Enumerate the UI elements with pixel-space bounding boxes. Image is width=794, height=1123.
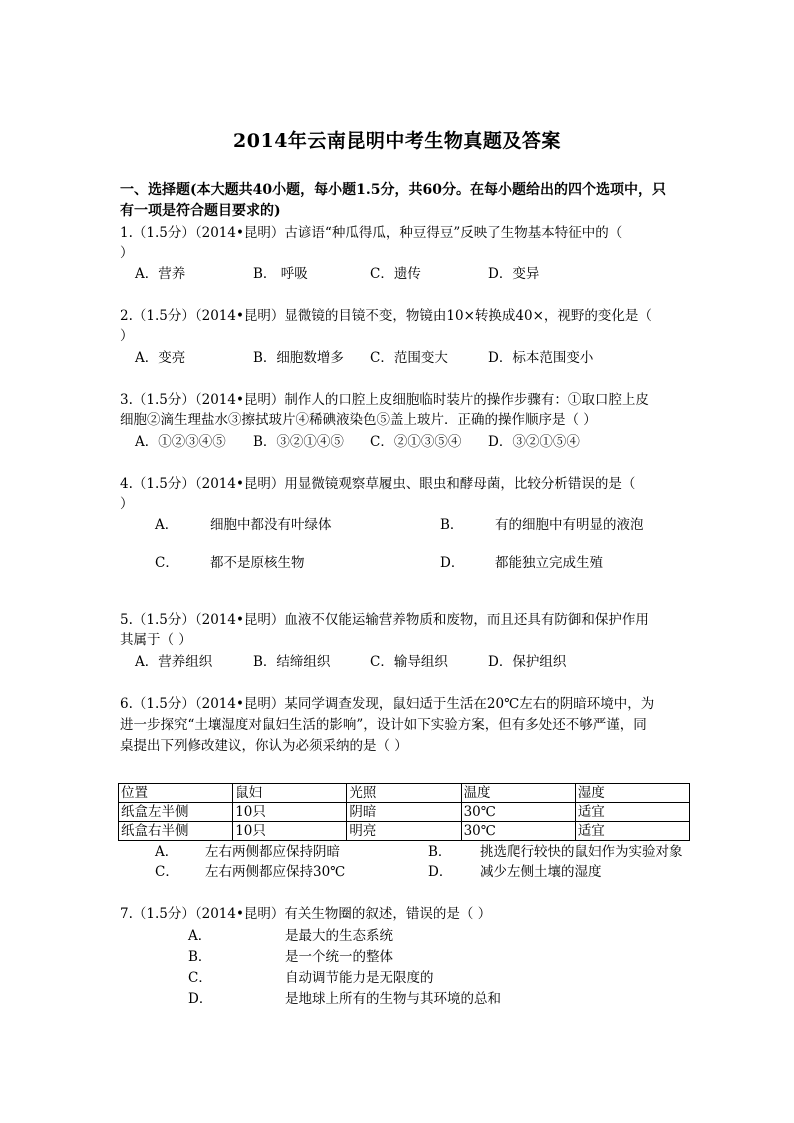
table-cell: 纸盒右半侧 [119,822,233,841]
q6-option-a-text: 左右两侧都应保持阴暗 [205,844,340,860]
table-header-cell: 湿度 [575,784,689,803]
q2-stem: 2.（1.5分）（2014•昆明）显微镜的目镜不变，物镜由10×转换成40×，视野的变化是（ [120,308,652,324]
table-row [119,803,690,822]
q5-option-a: A．营养组织 [135,654,213,670]
q1-option-d: D．变异 [488,266,540,282]
section-heading-line-2: 有一项是符合题目要求的) [120,203,281,219]
q1-stem-cont: ） [120,245,134,261]
q5-option-b: B．结缔组织 [253,654,331,670]
q4-stem-cont: ） [120,496,134,512]
q3-option-a: A．①②③④⑤ [135,434,226,450]
table-cell: 30℃ [461,822,575,841]
q7-stem: 7.（1.5分）（2014•昆明）有关生物圈的叙述，错误的是（ ） [120,906,492,922]
q1-option-a: A．营养 [135,266,186,282]
q7-option-b-label: B． [188,949,212,965]
q6-option-d [428,862,602,882]
table-cell: 阴暗 [347,803,461,822]
q4-option-d [440,553,603,573]
q4-option-c-label: C． [155,555,179,571]
q4-option-d-label: D． [440,555,465,571]
q2-option-d: D．标本范围变小 [488,350,594,366]
q3-stem-cont: 细胞②滴生理盐水③擦拭玻片④稀碘液染色⑤盖上玻片．正确的操作顺序是（ ） [120,412,597,428]
table-cell: 纸盒左半侧 [119,803,233,822]
q6-option-d-text: 减少左侧土壤的湿度 [480,864,602,880]
section-heading-line-1: 一、选择题(本大题共40小题，每小题1.5分，共60分。在每小题给出的四个选项中，只 [120,182,666,198]
q6-stem-cont-2: 桌提出下列修改建议，你认为必须采纳的是（ ） [120,738,408,754]
table-header-cell: 光照 [347,784,461,803]
q1-stem: 1.（1.5分）（2014•昆明）古谚语“种瓜得瓜，种豆得豆”反映了生物基本特征中的（ [120,225,623,241]
q6-stem: 6.（1.5分）（2014•昆明）某同学调查发现，鼠妇适于生活在20℃左右的阴暗环境中，为 [120,696,655,712]
q7-option-d-text: 是地球上所有的生物与其环境的总和 [285,991,501,1007]
experiment-table [118,783,690,841]
q4-option-b-label: B． [440,517,464,533]
q7-option-c-text: 自动调节能力是无限度的 [285,970,434,986]
q3-option-b: B．③②①④⑤ [253,434,344,450]
table-cell: 10只 [233,822,347,841]
q4-option-b-text: 有的细胞中有明显的液泡 [495,517,644,533]
q2-stem-cont: ） [120,328,134,344]
q1-option-c: C．遗传 [370,266,421,282]
q4-option-a-label: A． [155,517,179,533]
table-header-row [119,784,690,803]
q2-option-b: B．细胞数增多 [253,350,344,366]
table-cell: 30℃ [461,803,575,822]
q2-option-a: A．变亮 [135,350,186,366]
q5-option-c: C．输导组织 [370,654,448,670]
q6-option-c-text: 左右两侧都应保持30℃ [205,864,346,880]
q4-option-d-text: 都能独立完成生殖 [495,555,603,571]
q5-stem-cont: 其属于（ ） [120,632,192,648]
q3-option-d: D．③②①⑤④ [488,434,580,450]
q4-stem: 4.（1.5分）（2014•昆明）用显微镜观察草履虫、眼虫和酵母菌，比较分析错误的是（ [120,476,636,492]
table-cell: 10只 [233,803,347,822]
table-cell: 明亮 [347,822,461,841]
q3-stem: 3.（1.5分）（2014•昆明）制作人的口腔上皮细胞临时装片的操作步骤有：①取口腔上皮 [120,392,649,408]
q7-option-d [188,989,501,1009]
q6-option-b-text: 挑选爬行较快的鼠妇作为实验对象 [480,844,683,860]
q6-option-c [155,862,345,882]
page-title: 2014年云南昆明中考生物真题及答案 [233,130,561,152]
table-cell: 适宜 [575,822,689,841]
q6-option-d-label: D． [428,864,453,880]
table-header-cell: 鼠妇 [233,784,347,803]
q6-option-a-label: A． [155,844,179,860]
table-header-cell: 位置 [119,784,233,803]
q1-option-b: B． 呼吸 [253,266,308,282]
q5-stem: 5.（1.5分）（2014•昆明）血液不仅能运输营养物质和废物，而且还具有防御和保护作用 [120,612,649,628]
q7-option-d-label: D． [188,991,213,1007]
table-header-cell: 温度 [461,784,575,803]
q7-option-b-text: 是一个统一的整体 [285,949,393,965]
table-cell: 适宜 [575,803,689,822]
q6-option-a [155,842,340,862]
q7-option-c-label: C． [188,970,212,986]
q6-option-b [428,842,683,862]
q7-option-a [188,926,393,946]
q4-option-b [440,515,644,535]
q6-option-b-label: B． [428,844,452,860]
q7-option-c [188,968,434,988]
table-row [119,822,690,841]
q7-option-b [188,947,393,967]
q6-option-c-label: C． [155,864,179,880]
q7-option-a-label: A． [188,928,212,944]
q4-option-c [155,553,305,573]
q5-option-d: D．保护组织 [488,654,567,670]
q7-option-a-text: 是最大的生态系统 [285,928,393,944]
q6-stem-cont-1: 进一步探究“土壤湿度对鼠妇生活的影响”，设计如下实验方案，但有多处还不够严谨，同 [120,717,647,733]
q2-option-c: C．范围变大 [370,350,448,366]
q4-option-c-text: 都不是原核生物 [210,555,305,571]
q4-option-a-text: 细胞中都没有叶绿体 [210,517,332,533]
q4-option-a [155,515,332,535]
q3-option-c: C．②①③⑤④ [370,434,462,450]
